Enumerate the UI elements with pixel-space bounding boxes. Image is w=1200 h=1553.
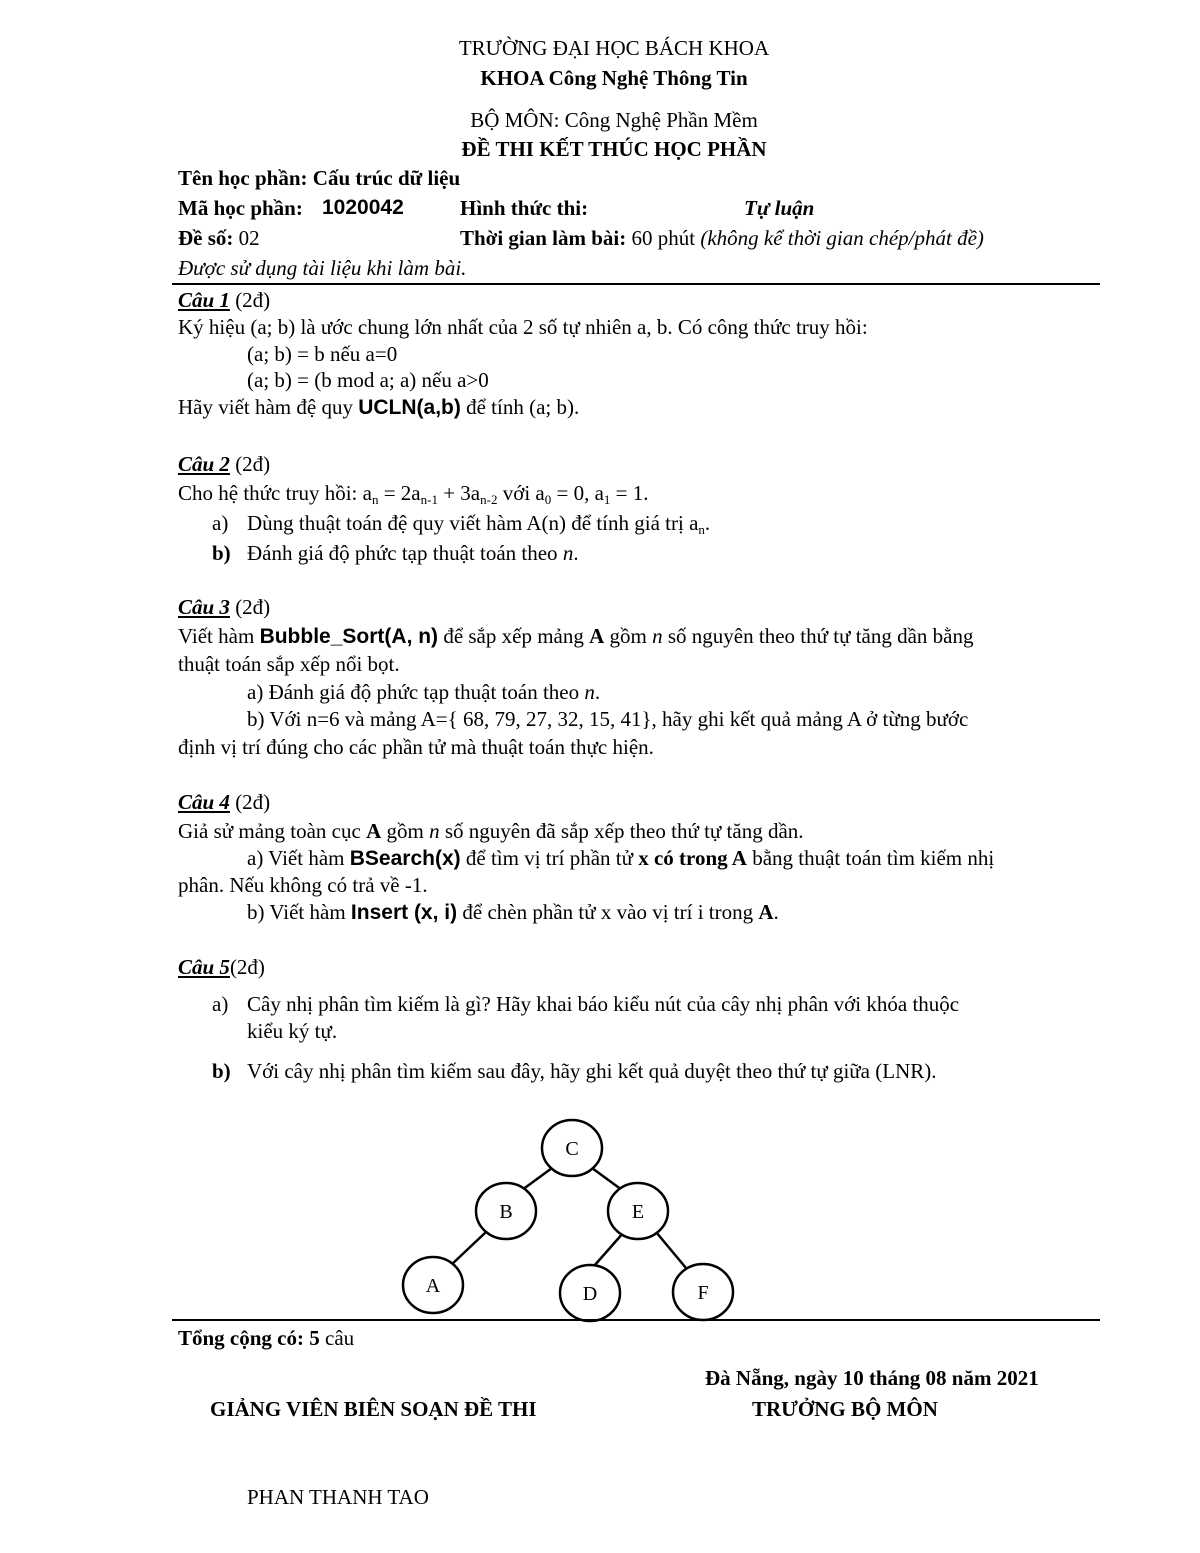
tree-node-c-label: C bbox=[565, 1138, 579, 1160]
form-label: Hình thức thi: bbox=[460, 196, 589, 220]
q2-label: Câu 2 bbox=[178, 452, 230, 476]
q2-a-body: Dùng thuật toán đệ quy viết hàm A(n) để tính giá trị a bbox=[247, 511, 699, 535]
q4-a-line2: phân. Nếu không có trả về -1. bbox=[178, 873, 428, 897]
code-label: Mã học phần: bbox=[178, 196, 303, 220]
tree-node-a-label: A bbox=[425, 1275, 441, 1297]
q3-label: Câu 3 bbox=[178, 595, 230, 619]
q2-b-body: Đánh giá độ phức tạp thuật toán theo bbox=[247, 541, 563, 565]
tree-node-e-label: E bbox=[631, 1201, 645, 1223]
time-note: (không kể thời gian chép/phát đề) bbox=[700, 226, 984, 250]
q4-b-pre: b) Viết hàm bbox=[247, 900, 351, 924]
q5-a-marker: a) bbox=[212, 992, 229, 1016]
q2-sub-n1: n-1 bbox=[420, 492, 438, 507]
q2-formula2: + 3a bbox=[443, 481, 481, 505]
tree-edge-c-b bbox=[522, 1168, 552, 1190]
q1-label: Câu 1 bbox=[178, 288, 230, 312]
q3-l1-pre: Viết hàm bbox=[178, 624, 260, 648]
q3-b-line: b) Với n=6 và mảng A={ 68, 79, 27, 32, 15, 41}, hãy ghi kết quả mảng A ở từng bước bbox=[247, 707, 969, 731]
course-label: Tên học phần: bbox=[178, 166, 308, 190]
q4-a-mid: để tìm vị trí phần tử bbox=[460, 846, 639, 870]
q2-formula3: với a bbox=[502, 481, 545, 505]
total-label: Tổng cộng có: bbox=[178, 1326, 304, 1350]
q4-a-bold: x có trong A bbox=[638, 846, 747, 870]
q4-l1-var: n bbox=[429, 819, 440, 843]
q4-b-end: . bbox=[773, 900, 779, 924]
q2-sub-n: n bbox=[371, 492, 379, 507]
lecturer-name: PHAN THANH TAO bbox=[247, 1485, 429, 1509]
code-value: 1020042 bbox=[322, 196, 404, 219]
q5-b-text: Với cây nhị phân tìm kiếm sau đây, hãy ghi kết quả duyệt theo thứ tự giữa (LNR). bbox=[247, 1059, 937, 1083]
tree-edge-b-a bbox=[450, 1232, 486, 1266]
q4-func-insert-args: (x, i) bbox=[408, 901, 458, 924]
exam-no-label: Đề số: bbox=[178, 226, 234, 250]
q1-points: (2đ) bbox=[235, 288, 271, 312]
q1-line2: (a; b) = b nếu a=0 bbox=[247, 342, 398, 366]
q3-l1-var: n bbox=[652, 624, 663, 648]
q2-sub-n2: n-2 bbox=[480, 492, 498, 507]
q2-formula4: = 0, a bbox=[556, 481, 604, 505]
q4-b-arr: A bbox=[758, 900, 774, 924]
exam-no-value: 02 bbox=[238, 226, 260, 250]
q2-b-end: . bbox=[573, 541, 579, 565]
q3-l1-post: số nguyên theo thứ tự tăng dần bằng bbox=[662, 624, 974, 648]
time-label: Thời gian làm bài: bbox=[460, 226, 627, 250]
q4-l1-arr: A bbox=[366, 819, 382, 843]
total-value: 5 bbox=[309, 1326, 320, 1350]
q5-points: (2đ) bbox=[229, 955, 265, 979]
tree-node-d-label: D bbox=[582, 1283, 598, 1305]
q4-points: (2đ) bbox=[235, 790, 271, 814]
q5-a-text2: kiểu ký tự. bbox=[247, 1019, 338, 1043]
q3-l1-mid: để sắp xếp mảng bbox=[438, 624, 590, 648]
q2-points: (2đ) bbox=[235, 452, 271, 476]
q4-label: Câu 4 bbox=[178, 790, 230, 814]
q2-intro: Cho hệ thức truy hồi: a bbox=[178, 481, 372, 505]
form-value: Tự luận bbox=[744, 196, 815, 220]
q2-a-marker: a) bbox=[212, 511, 229, 535]
q2-sub-1: 1 bbox=[603, 492, 611, 507]
q2-sub-0: 0 bbox=[544, 492, 552, 507]
q4-a-pre: a) Viết hàm bbox=[247, 846, 350, 870]
q3-func-name: Bubble_Sort(A, n) bbox=[259, 625, 439, 648]
q3-a-end: . bbox=[594, 680, 601, 704]
q1-line3: (a; b) = (b mod a; a) nếu a>0 bbox=[247, 368, 489, 392]
q4-b-post: để chèn phần tử x vào vị trí i trong bbox=[457, 900, 759, 924]
total-unit: câu bbox=[319, 1326, 355, 1350]
q1-line1: Ký hiệu (a; b) là ước chung lớn nhất của 2 số tự nhiên a, b. Có công thức truy hồi: bbox=[178, 315, 868, 339]
tree-node-f-label: F bbox=[697, 1282, 709, 1304]
date-line bbox=[705, 1368, 1039, 1389]
q3-points: (2đ) bbox=[235, 595, 271, 619]
q2-b-marker: b) bbox=[212, 541, 231, 565]
q4-func-bsearch: BSearch(x) bbox=[349, 847, 461, 870]
q1-line4-post: để tính (a; b). bbox=[460, 395, 580, 419]
q5-a-text: Cây nhị phân tìm kiếm là gì? Hãy khai báo kiểu nút của cây nhị phân với khóa thuộc bbox=[247, 992, 960, 1016]
q3-line2: thuật toán sắp xếp nổi bọt. bbox=[178, 652, 400, 676]
university-name: TRƯỜNG ĐẠI HỌC BÁCH KHOA bbox=[458, 36, 770, 60]
head-title: TRƯỞNG BỘ MÔN bbox=[752, 1397, 938, 1421]
date-text: Đà Nẵng, ngày 10 tháng 08 năm 2021 bbox=[705, 1366, 1039, 1390]
q2-formula: = 2a bbox=[383, 481, 421, 505]
course-name: Cấu trúc dữ liệu bbox=[312, 166, 461, 190]
tree-edge-c-e bbox=[592, 1168, 622, 1190]
time-value: 60 phút bbox=[631, 226, 696, 250]
faculty-name: KHOA Công Nghệ Thông Tin bbox=[480, 66, 748, 90]
materials-note: Được sử dụng tài liệu khi làm bài. bbox=[178, 256, 467, 280]
tree-node-b-label: B bbox=[499, 1201, 513, 1223]
q3-l1-arr: A bbox=[589, 624, 605, 648]
q4-l1-post: số nguyên đã sắp xếp theo thứ tự tăng dần. bbox=[439, 819, 804, 843]
q3-a-var: n bbox=[584, 680, 595, 704]
exam-title: ĐỀ THI KẾT THÚC HỌC PHẦN bbox=[461, 137, 767, 161]
q2-b-var: n bbox=[562, 541, 574, 565]
q1-line4-pre: Hãy viết hàm đệ quy bbox=[178, 395, 359, 419]
q5-label: Câu 5 bbox=[178, 955, 230, 979]
lecturer-title: GIẢNG VIÊN BIÊN SOẠN ĐỀ THI bbox=[210, 1397, 537, 1421]
q2-a-end: . bbox=[704, 511, 711, 535]
q4-func-insert: Insert bbox=[350, 901, 409, 924]
q3-b-line2: định vị trí đúng cho các phần tử mà thuật toán thực hiện. bbox=[178, 735, 654, 759]
q2-formula5: = 1. bbox=[615, 481, 649, 505]
q4-l1-mid: gồm bbox=[381, 819, 430, 843]
total-row bbox=[178, 1328, 354, 1349]
q1-func-name: UCLN(a,b) bbox=[358, 396, 461, 419]
q3-l1-mid2: gồm bbox=[604, 624, 653, 648]
tree-edge-e-f bbox=[656, 1232, 686, 1268]
tree-edge-e-d bbox=[594, 1232, 624, 1266]
department-name: BỘ MÔN: Công Nghệ Phần Mềm bbox=[470, 108, 758, 132]
footer-divider bbox=[172, 1319, 1100, 1321]
q3-a-body: a) Đánh giá độ phức tạp thuật toán theo bbox=[247, 680, 585, 704]
q2-a-sub: n bbox=[698, 522, 705, 537]
q5-b-marker: b) bbox=[212, 1059, 231, 1083]
q4-a-post: bằng thuật toán tìm kiếm nhị bbox=[746, 846, 995, 870]
q4-l1-pre: Giả sử mảng toàn cục bbox=[178, 819, 367, 843]
